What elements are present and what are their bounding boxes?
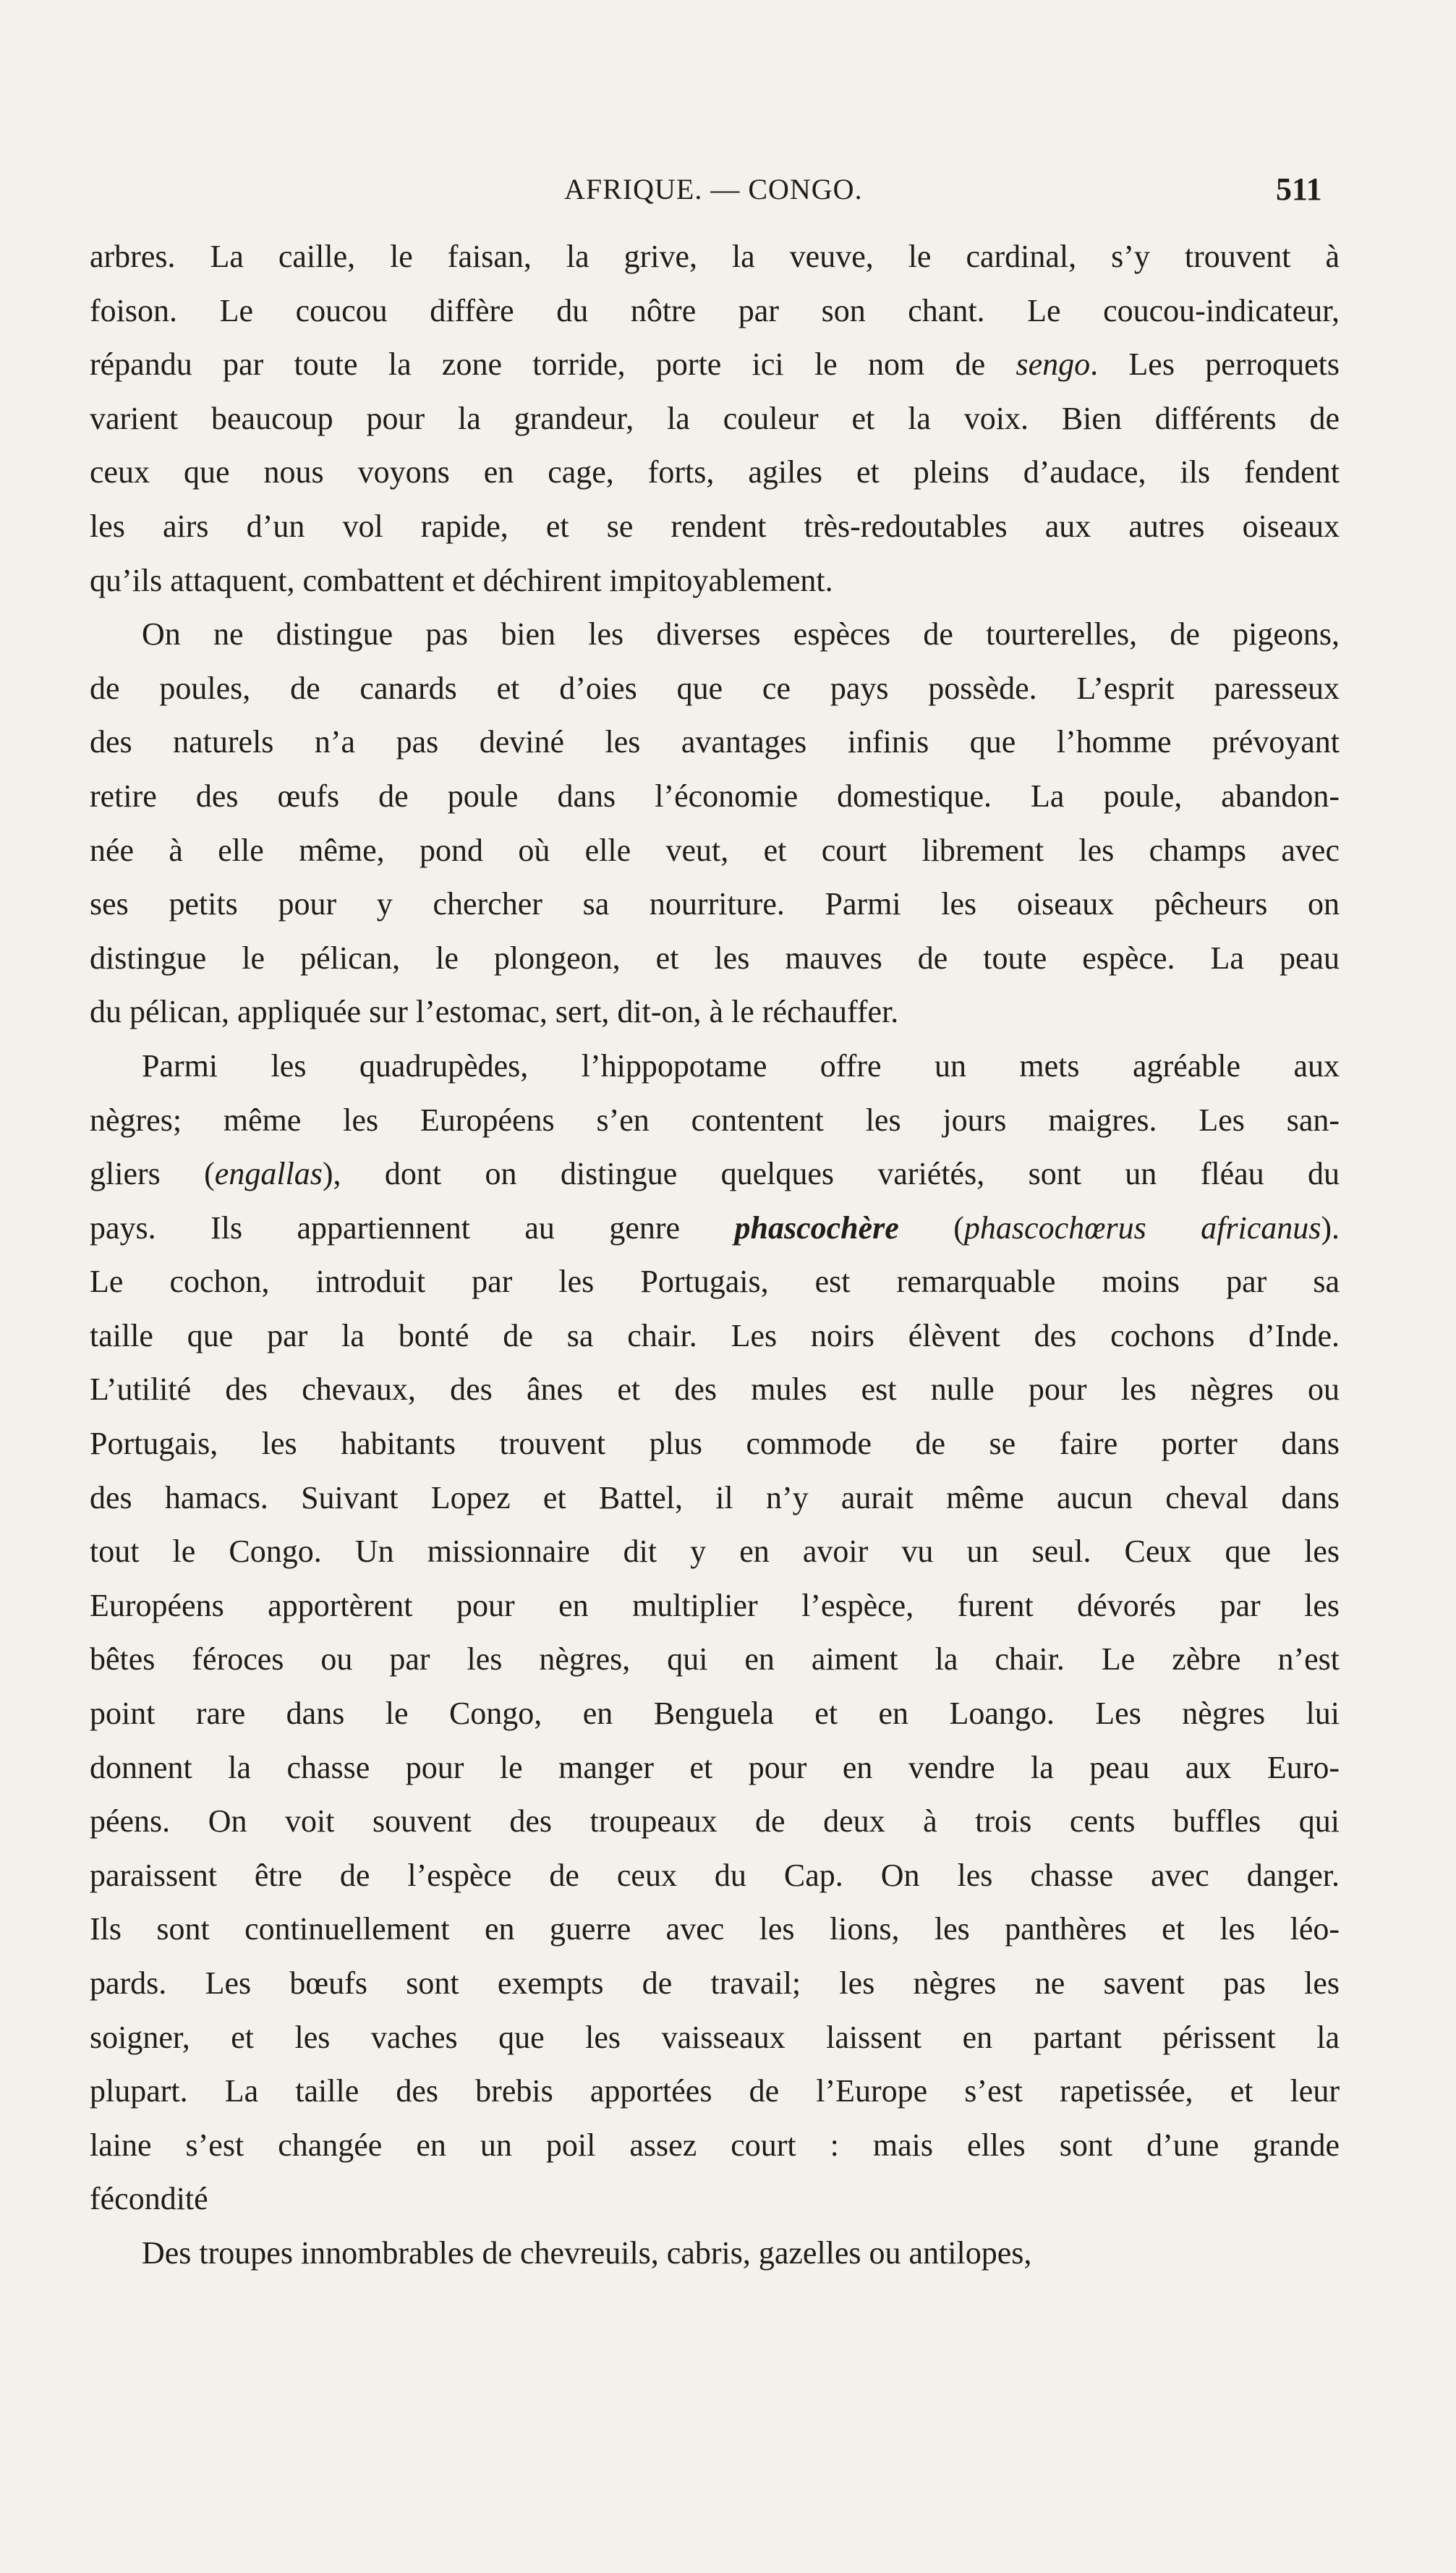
text-run: arbres. La caille, le faisan, la grive, la veuve, le cardinal, s’y trouvent à (90, 239, 1340, 274)
text-run: des hamacs. Suivant Lopez et Battel, il n’y aurait même aucun cheval dans (90, 1479, 1340, 1515)
text-line (90, 715, 1340, 770)
text-line (90, 554, 1340, 608)
emphasized-text: sengo (1016, 346, 1091, 383)
text-run: tout le Congo. Un missionnaire dit y en avoir vu un seul. Ceux que les (90, 1534, 1340, 1570)
emphasized-text: phascochœrus africanus (963, 1209, 1321, 1246)
text-line (90, 392, 1340, 446)
text-run: On ne distingue pas bien les diverses espèces de tourterelles, de pigeons, (142, 616, 1340, 652)
text-run: fécondité (90, 2181, 208, 2217)
text-run: bêtes féroces ou par les nègres, qui en aiment la chair. Le zèbre n’est (90, 1641, 1340, 1677)
text-line (90, 1902, 1340, 1957)
text-line (90, 1741, 1340, 1795)
text-line (90, 1417, 1340, 1471)
text-line (90, 2172, 1340, 2227)
text-line (90, 1309, 1340, 1364)
text-line (90, 1202, 1340, 1256)
text-run: foison. Le coucou diffère du nôtre par son chant. Le coucou-indicateur, (90, 292, 1340, 328)
text-line (90, 1363, 1340, 1417)
text-run: ), dont on distingue quelques variétés, sont un fléau du (322, 1156, 1340, 1192)
text-run: ses petits pour y chercher sa nourriture. Parmi les oiseaux pêcheurs on (90, 886, 1340, 922)
text-run: donnent la chasse pour le manger et pour en vendre la peau aux Euro- (90, 1749, 1340, 1785)
running-title: AFRIQUE. — CONGO. (564, 173, 863, 205)
text-run: gliers ( (90, 1156, 215, 1192)
text-line (90, 1795, 1340, 1849)
text-run: L’utilité des chevaux, des ânes et des mules est nulle pour les nègres ou (90, 1371, 1340, 1408)
text-line (90, 985, 1340, 1039)
text-run: laine s’est changée en un poil assez court : mais elles sont d’une grande (90, 2127, 1340, 2163)
emphasized-text: phascochère (734, 1209, 899, 1246)
text-line (90, 1579, 1340, 1633)
text-run: née à elle même, pond où elle veut, et court librement les champs avec (90, 832, 1340, 868)
text-line (90, 1849, 1340, 1903)
text-line (90, 1094, 1340, 1148)
text-run: Ils sont continuellement en guerre avec les lions, les panthères et les léo- (90, 1911, 1340, 1947)
text-run: Portugais, les habitants trouvent plus commode de se faire porter dans (90, 1426, 1340, 1462)
text-run: soigner, et les vaches que les vaisseaux laissent en partant périssent la (90, 2019, 1340, 2055)
text-run: . Les perroquets (1090, 346, 1340, 383)
text-line (90, 446, 1340, 500)
text-line (90, 2119, 1340, 2173)
paragraph (90, 1039, 1340, 2227)
running-head (0, 168, 1456, 211)
body-text (90, 230, 1340, 2281)
text-line (90, 1687, 1340, 1741)
text-line (90, 608, 1340, 662)
text-run: retire des œufs de poule dans l’économie domestique. La poule, abandon- (90, 778, 1340, 814)
text-line (90, 1957, 1340, 2011)
emphasized-text: engallas (214, 1156, 323, 1192)
text-line (90, 1147, 1340, 1202)
text-line (90, 932, 1340, 986)
text-line (90, 2064, 1340, 2119)
text-run: varient beaucoup pour la grandeur, la couleur et la voix. Bien différents de (90, 400, 1340, 436)
text-run: nègres; même les Européens s’en contentent les jours maigres. Les san- (90, 1102, 1340, 1138)
text-line (90, 1255, 1340, 1309)
page-number: 511 (1276, 171, 1322, 207)
text-line (90, 1039, 1340, 1094)
text-line (90, 1525, 1340, 1579)
text-line (90, 1471, 1340, 1526)
text-line (90, 1633, 1340, 1687)
text-line (90, 230, 1340, 284)
text-run: du pélican, appliquée sur l’estomac, sert, dit-on, à le réchauffer. (90, 994, 899, 1030)
text-line (90, 824, 1340, 878)
text-run: les airs d’un vol rapide, et se rendent très-redoutables aux autres oiseaux (90, 508, 1340, 544)
text-run: distingue le pélican, le plongeon, et les mauves de toute espèce. La peau (90, 940, 1340, 976)
text-run: Européens apportèrent pour en multiplier l’espèce, furent dévorés par les (90, 1587, 1340, 1623)
paragraph (90, 608, 1340, 1039)
text-line (90, 770, 1340, 824)
text-run: pards. Les bœufs sont exempts de travail; les nègres ne savent pas les (90, 1965, 1340, 2001)
paragraph (90, 230, 1340, 608)
text-run: Parmi les quadrupèdes, l’hippopotame offre un mets agréable aux (142, 1047, 1340, 1084)
text-run: de poules, de canards et d’oies que ce pays possède. L’esprit paresseux (90, 670, 1340, 706)
text-run: pays. Ils appartiennent au genre (90, 1209, 735, 1246)
text-run: point rare dans le Congo, en Benguela et en Loango. Les nègres lui (90, 1696, 1340, 1732)
text-run: paraissent être de l’espèce de ceux du Cap. On les chasse avec danger. (90, 1857, 1340, 1893)
text-run: ). (1321, 1209, 1340, 1246)
text-run: Des troupes innombrables de chevreuils, cabris, gazelles ou antilopes, (142, 2234, 1032, 2271)
text-run: taille que par la bonté de sa chair. Les noirs élèvent des cochons d’Inde. (90, 1317, 1340, 1353)
text-run: des naturels n’a pas deviné les avantages infinis que l’homme prévoyant (90, 724, 1340, 760)
text-run: ceux que nous voyons en cage, forts, agiles et pleins d’audace, ils fendent (90, 454, 1340, 490)
text-line (90, 284, 1340, 339)
text-line (90, 2227, 1340, 2281)
text-line (90, 338, 1340, 392)
text-run: Le cochon, introduit par les Portugais, est remarquable moins par sa (90, 1264, 1340, 1300)
text-run: répandu par toute la zone torride, porte ici le nom de (90, 346, 1016, 383)
text-line (90, 877, 1340, 932)
text-line (90, 2011, 1340, 2065)
text-line (90, 500, 1340, 554)
text-run: ( (898, 1209, 964, 1246)
paragraph (90, 2227, 1340, 2281)
text-run: qu’ils attaquent, combattent et déchirent impitoyablement. (90, 562, 833, 598)
text-run: plupart. La taille des brebis apportées de l’Europe s’est rapetissée, et leur (90, 2073, 1340, 2109)
text-line (90, 662, 1340, 716)
text-run: péens. On voit souvent des troupeaux de deux à trois cents buffles qui (90, 1803, 1340, 1840)
